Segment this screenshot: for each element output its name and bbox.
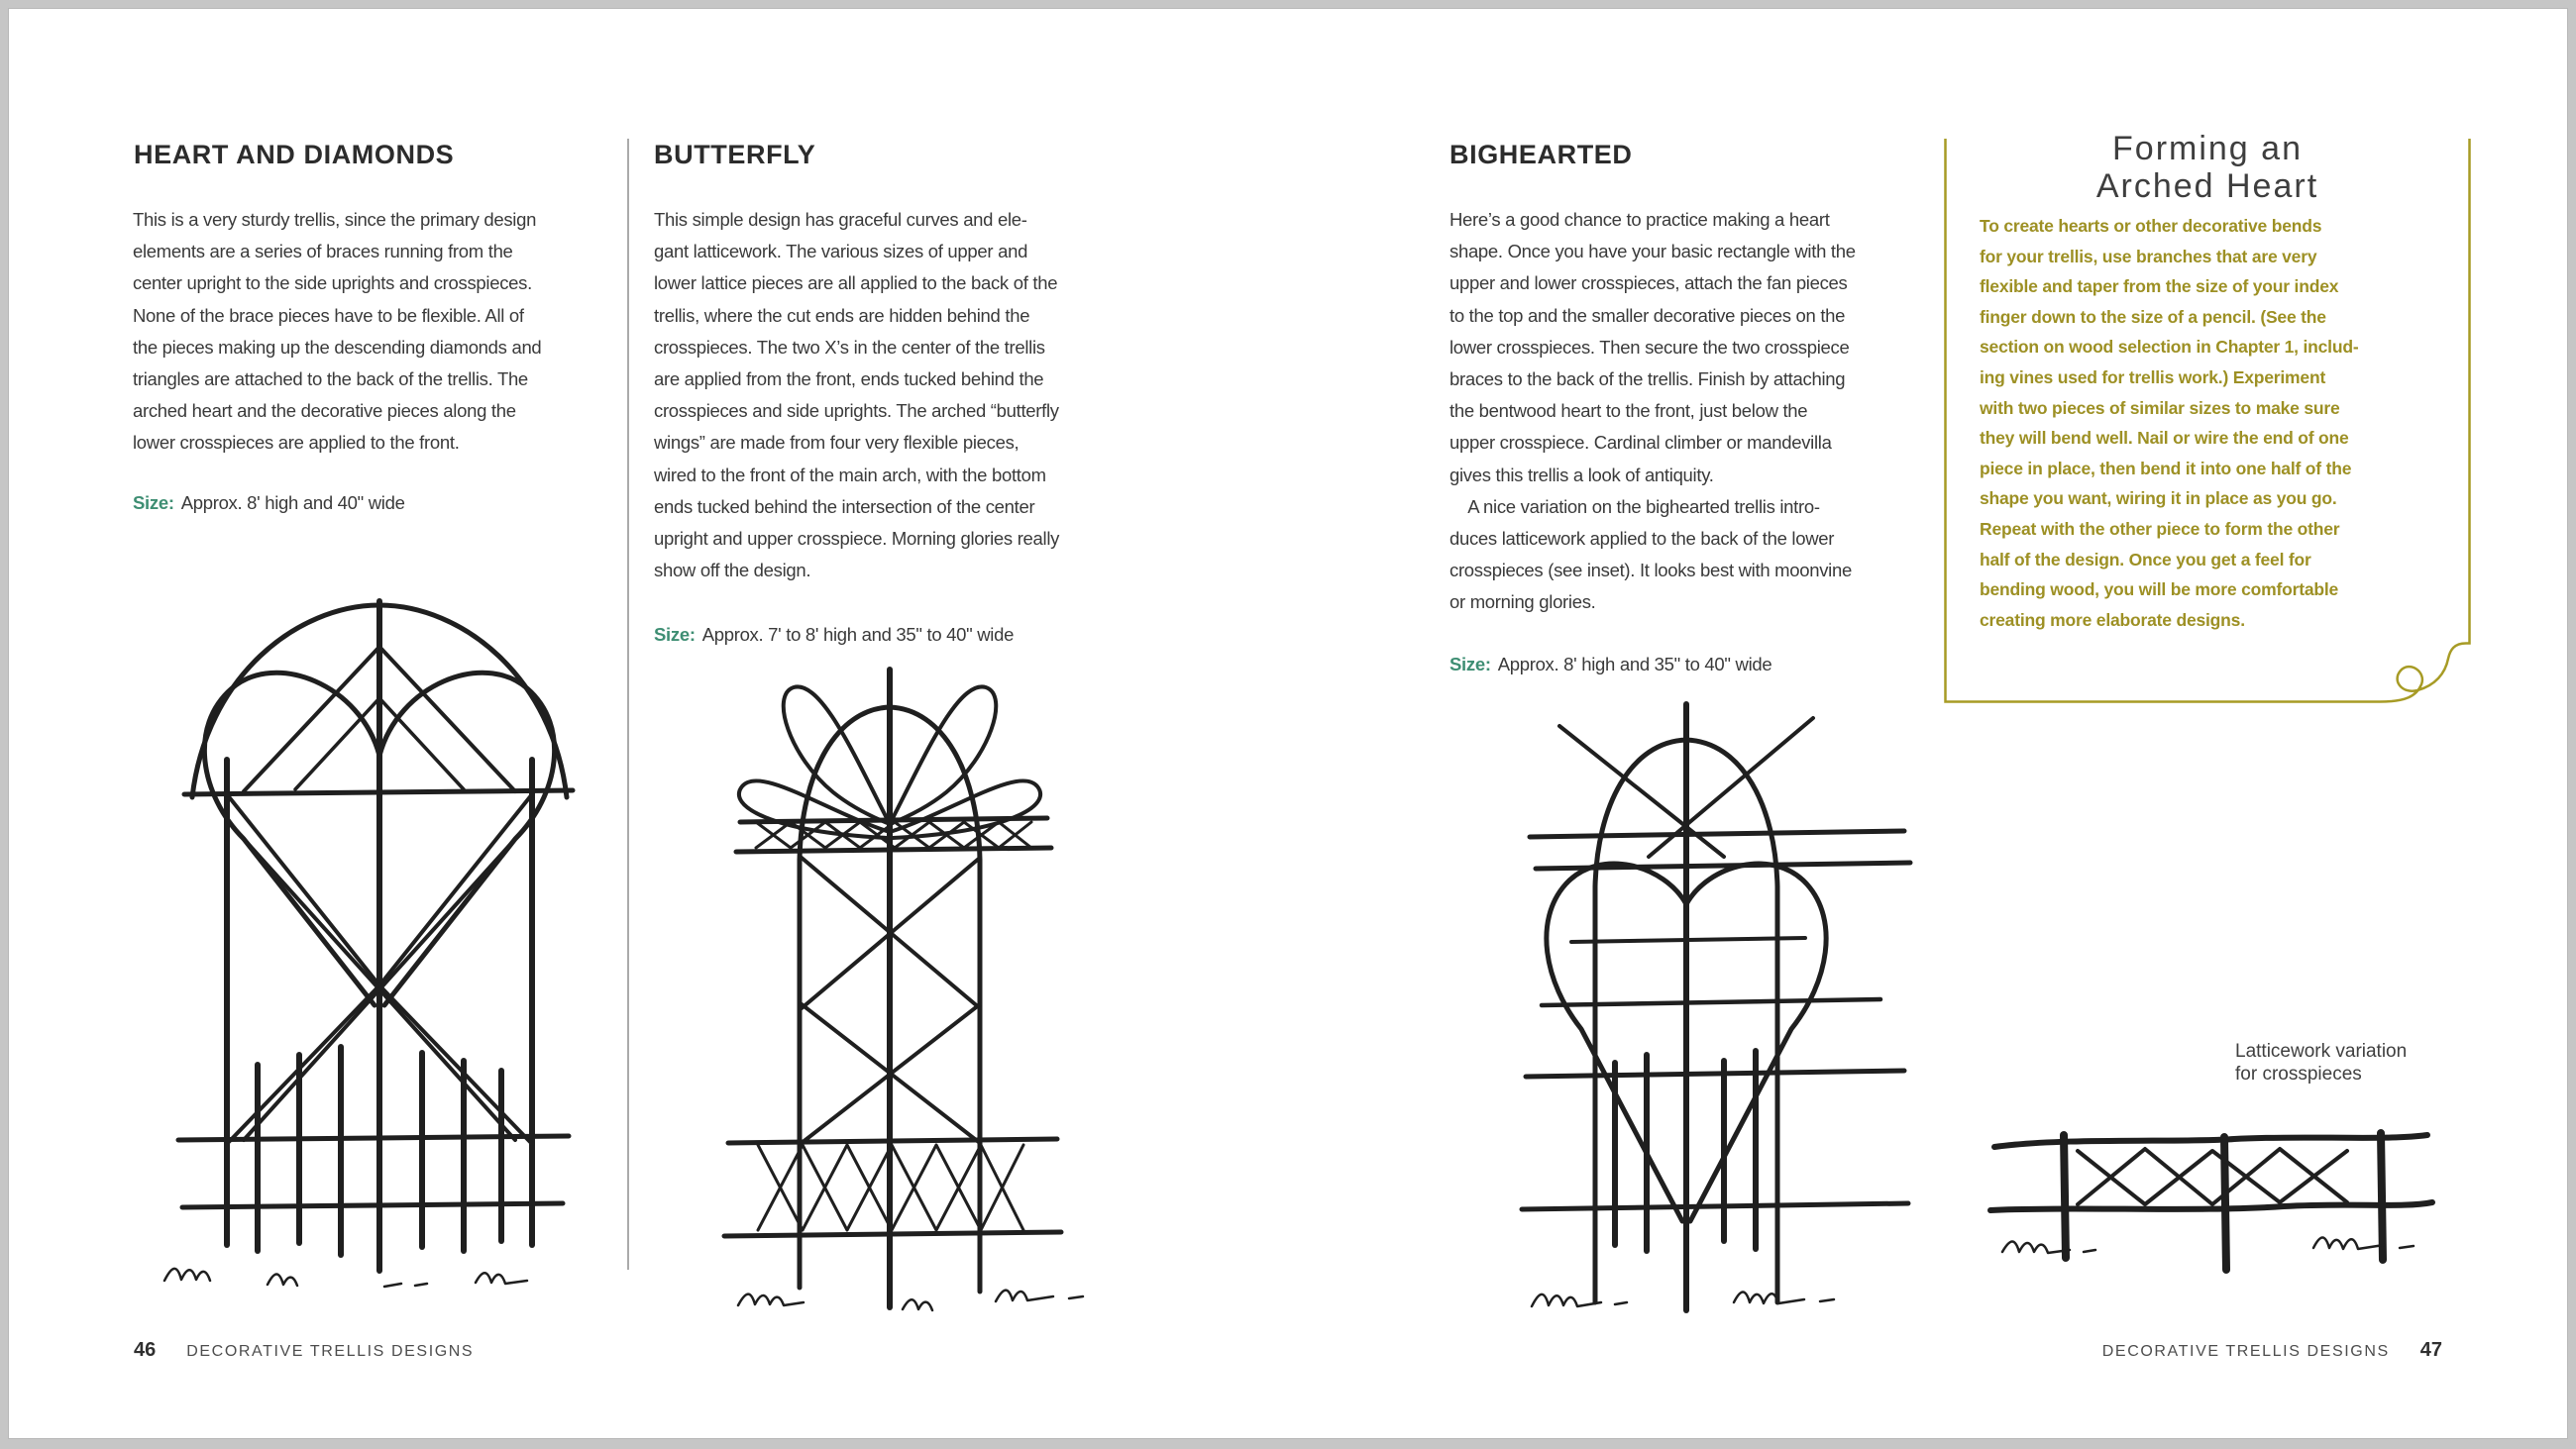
size-line xyxy=(654,624,1014,646)
column-divider xyxy=(627,139,629,1270)
body-butterfly: This simple design has graceful curves and ele- gant latticework. The various sizes of upper and lower lattice pieces are all applied to the back of the trellis, where the cut ends are hidden behind the crosspieces. The two X’s in the center of the trellis are applied from the front, ends tucked behind the crosspieces and side uprights. The arched “butterfly wings” are made from four very flexible pieces, wired to the front of the main arch, with the bottom ends tucked behind the intersection of the center upright and upper crosspiece. Morning glories really show off the design. xyxy=(654,209,1060,581)
size-value: Approx. 8' high and 35" to 40" wide xyxy=(1497,654,1772,674)
page-number: 46 xyxy=(134,1339,157,1361)
size-value: Approx. 7' to 8' high and 35" to 40" wide xyxy=(701,624,1015,645)
heading-heart-and-diamonds: HEART AND DIAMONDS xyxy=(134,140,455,169)
heading-bighearted: BIGHEARTED xyxy=(1449,140,1633,169)
size-label: Size: xyxy=(1449,654,1491,674)
body-bighearted: Here’s a good chance to practice making a heart shape. Once you have your basic rectangle with the upper and lower crosspieces, attach the fan pieces to the top and the smaller decorative pieces on the lower crosspieces. Then secure the two crosspiece braces to the back of the trellis. Finish by attaching the bentwood heart to the front, just below the upper crosspiece. Cardinal climber or mandevilla gives this trellis a look of antiquity. A nice variation on the bighearted trellis intro- duces latticework applied to the back of the lower crosspieces (see inset). It looks best with moonvine or morning glories. xyxy=(1449,209,1856,613)
running-footer: DECORATIVE TRELLIS DESIGNS xyxy=(186,1343,475,1360)
size-label: Size: xyxy=(654,624,696,645)
body-heart-and-diamonds: This is a very sturdy trellis, since the primary design elements are a series of braces running from the center upright to the side uprights and crosspieces. None of the brace pieces have to be flexible. All of the pieces making up the descending diamonds and triangles are attached to the back of the trellis. The arched heart and the decorative pieces along the lower crosspieces are applied to the front. xyxy=(133,209,542,454)
sidebar-title: Forming an Arched Heart xyxy=(2095,130,2319,205)
page-number: 47 xyxy=(2419,1339,2442,1361)
butterfly-illustration xyxy=(698,662,1127,1323)
heading-butterfly: BUTTERFLY xyxy=(654,140,816,169)
footer-right xyxy=(2102,1339,2442,1362)
running-footer: DECORATIVE TRELLIS DESIGNS xyxy=(2101,1343,2390,1360)
heart-and-diamonds-illustration xyxy=(149,589,577,1297)
inset-caption: Latticework variation for crosspieces xyxy=(2235,1041,2408,1085)
size-label: Size: xyxy=(133,492,174,513)
sidebar-body: To create hearts or other decorative bends for your trellis, use branches that are very flexible and taper from the size of your index finger down to the size of a pencil. (See the section on wood selection in Chapter 1, includ- ing vines used for trellis work.) Experiment with two pieces of similar sizes to make sure they will bend well. Nail or wire the end of one piece in place, then bend it into one half of the shape you want, wiring it in place as you go. Repeat with the other piece to form the other half of the design. Once you get a feel for bending wood, you will be more comfortable creating more elaborate designs. xyxy=(1980,216,2359,630)
size-line xyxy=(133,492,405,514)
footer-left xyxy=(134,1339,474,1362)
size-line xyxy=(1449,654,1771,675)
size-value: Approx. 8' high and 40" wide xyxy=(180,492,405,513)
bighearted-illustration xyxy=(1508,698,1928,1327)
latticework-inset-illustration xyxy=(1986,1111,2462,1280)
